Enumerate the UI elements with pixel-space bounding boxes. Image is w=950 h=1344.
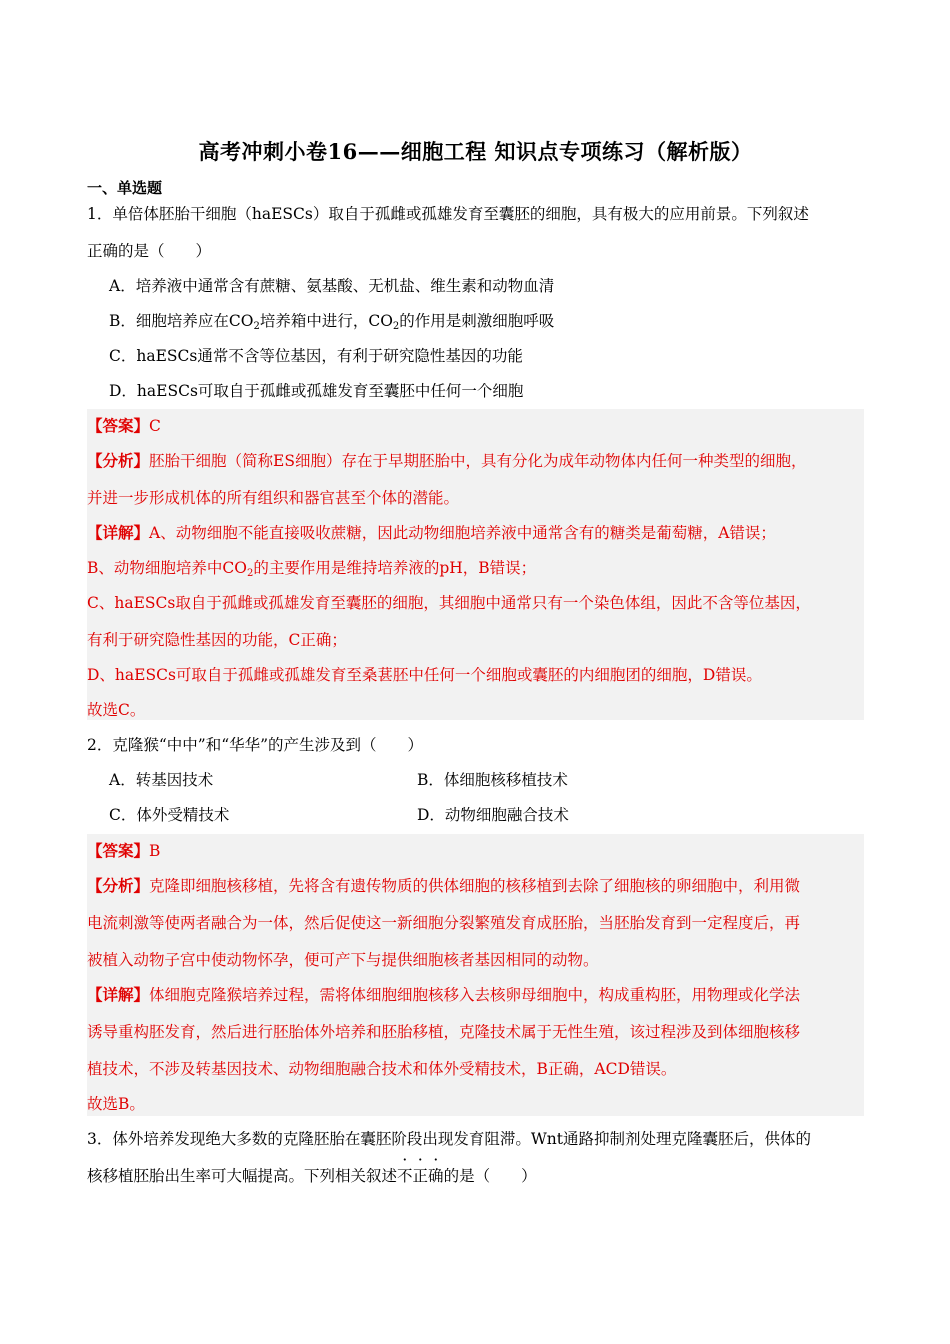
q1-detail-line5: D、haESCs可取自于孤雌或孤雄发育至桑葚胚中任何一个细胞或囊胚的内细胞团的细胞，D错误。 (87, 666, 762, 684)
q2-option-d: D．动物细胞融合技术 (417, 806, 569, 824)
q1-stem-line2: 正确的是（ ） (87, 242, 212, 260)
q2-option-a: A．转基因技术 (109, 771, 214, 789)
q1-detail-line4: 有利于研究隐性基因的功能，C正确； (87, 631, 347, 649)
emphasis-dot-char: 正 (412, 1167, 429, 1185)
q2-option-b: B．体细胞核移植技术 (417, 771, 568, 789)
q1-analysis-line1: 【分析】胚胎干细胞（简称ES细胞）存在于早期胚胎中，具有分化为成年动物体内任何一种类型的细胞， (87, 451, 807, 470)
q2-stem: 2．克隆猴“中中”和“华华”的产生涉及到（ ） (87, 736, 424, 754)
q1-analysis-line2: 并进一步形成机体的所有组织和器官甚至个体的潜能。 (87, 489, 460, 507)
q2-option-c: C．体外受精技术 (109, 806, 230, 824)
q1-detail-line1: 【详解】A、动物细胞不能直接吸收蔗糖，因此动物细胞培养液中通常含有的糖类是葡萄糖，A错误； (87, 523, 776, 542)
q2-detail-line1: 【详解】体细胞克隆猴培养过程，需将体细胞细胞核移入去核卵母细胞中，构成重构胚，用物理或化学法 (87, 985, 801, 1004)
q2-detail-line2: 诱导重构胚发育，然后进行胚胎体外培养和胚胎移植，克隆技术属于无性生殖，该过程涉及到体细胞核移 (87, 1023, 801, 1041)
q1-detail-line3: C、haESCs取自于孤雌或孤雄发育至囊胚的细胞，其细胞中通常只有一个染色体组，因此不含等位基因， (87, 594, 811, 612)
q1-conclusion: 故选C。 (87, 701, 146, 719)
section-heading: 一、单选题 (87, 179, 163, 197)
page-title: 高考冲刺小卷16——细胞工程 知识点专项练习（解析版） (198, 139, 753, 164)
emphasis-dot-char: 确 (428, 1167, 444, 1185)
q1-option-a: A．培养液中通常含有蔗糖、氨基酸、无机盐、维生素和动物血清 (109, 277, 555, 295)
q2-conclusion: 故选B。 (87, 1095, 145, 1113)
q1-option-c: C．haESCs通常不含等位基因，有利于研究隐性基因的功能 (109, 347, 523, 365)
q1-option-b: B．细胞培养应在$CO_2$培养箱中进行，$CO_2$的作用是刺激细胞呼吸 (109, 312, 555, 332)
q1-option-d: D．haESCs可取自于孤雌或孤雄发育至囊胚中任何一个细胞 (109, 382, 524, 400)
q3-stem-line1: 3．体外培养发现绝大多数的克隆胚胎在囊胚阶段出现发育阻滞。Wnt通路抑制剂处理克隆囊胚后，供体的 (87, 1130, 812, 1148)
q1-answer: 【答案】C (87, 416, 161, 435)
q2-analysis-line2: 电流刺激等使两者融合为一体，然后促使这一新细胞分裂繁殖发育成胚胎，当胚胎发育到一定程度后，再 (87, 914, 801, 932)
q2-detail-line3: 植技术，不涉及转基因技术、动物细胞融合技术和体外受精技术，B正确，ACD错误。 (87, 1060, 677, 1078)
q3-stem-line2: 核移植胚胎出生率可大幅提高。下列相关叙述不正确的是（ ） (87, 1167, 537, 1185)
q2-answer: 【答案】B (87, 841, 161, 860)
emphasis-dot-char: 不 (397, 1167, 413, 1185)
q1-detail-line2: B、动物细胞培养中$CO_2$的主要作用是维持培养液的pH，B错误； (87, 559, 537, 579)
q2-analysis-line1: 【分析】克隆即细胞核移植，先将含有遗传物质的供体细胞的核移植到去除了细胞核的卵细胞中，利用微 (87, 876, 801, 895)
q2-analysis-line3: 被植入动物子宫中使动物怀孕，便可产下与提供细胞核者基因相同的动物。 (87, 951, 599, 969)
q1-stem-line1: 1．单倍体胚胎干细胞（haESCs）取自于孤雌或孤雄发育至囊胚的细胞，具有极大的应用前景。下列叙述 (87, 205, 809, 223)
